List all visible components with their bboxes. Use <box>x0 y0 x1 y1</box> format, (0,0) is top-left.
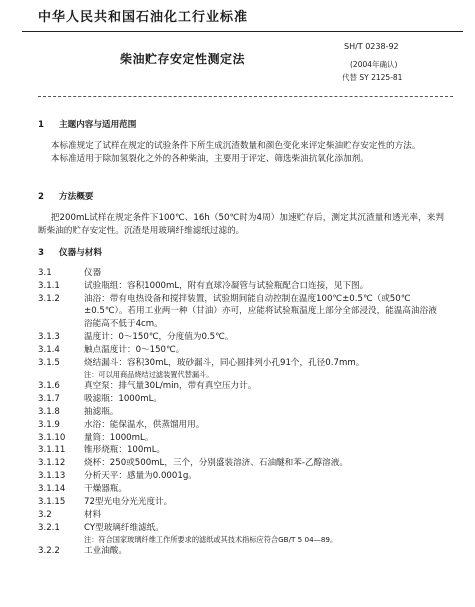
item-number: 3.1.6 <box>38 380 60 391</box>
title-divider <box>38 96 453 97</box>
list-item <box>38 457 444 470</box>
item-number: 3.1 <box>38 267 52 278</box>
item-number: 3.1.10 <box>38 432 66 443</box>
item-number: 3.1.5 <box>38 357 60 368</box>
paragraph: 把200mL试样在规定条件下100℃、16h（50℃时为4周）加速贮存后，测定其沉渣量和透光率，来判断柴油的贮存安定性。沉渣是用玻璃纤维滤纸过滤的。 <box>38 212 444 236</box>
document-title: 柴油贮存安定性测定法 <box>120 52 246 66</box>
item-text: 锥形烧瓶：100mL。 <box>84 445 166 456</box>
standard-code: SH/T 0238-92 <box>344 42 399 51</box>
section-heading <box>38 192 444 203</box>
header-rule <box>22 31 463 32</box>
list-item <box>38 293 444 332</box>
item-text: 烧结漏斗：容积30mL，玻砂漏斗，同心圆排列小孔91个，孔径0.7mm。 <box>84 357 365 368</box>
section-title: 方法概要 <box>59 192 94 202</box>
list-item <box>38 545 444 558</box>
item-text: 触点温度计：0～150℃。 <box>84 345 185 356</box>
item-text: 水浴：能保温水，供蒸馏用用。 <box>84 419 205 430</box>
item-text: 抽滤瓶。 <box>84 406 119 417</box>
section-number: 1 <box>38 120 44 130</box>
item-text: CY型玻璃纤维滤纸。 <box>84 522 164 533</box>
item-number: 3.1.3 <box>38 332 60 343</box>
list-item <box>38 393 444 406</box>
item-text: 真空泵：排气量30L/min，带有真空压力计。 <box>84 380 257 391</box>
item-text: 仪器 <box>84 267 102 278</box>
section-title: 仪器与材料 <box>59 248 102 258</box>
standard-title: 中华人民共和国石油化工行业标准 <box>38 10 249 25</box>
section-number: 2 <box>38 192 44 202</box>
subsection-heading <box>38 509 444 522</box>
section-heading <box>38 120 444 131</box>
item-text: 量筒：1000mL。 <box>84 432 154 443</box>
replaces-standard: 代替 SY 2125-81 <box>342 73 403 82</box>
list-item <box>38 522 444 535</box>
item-text: 试验瓶组：容积1000mL，附有直球冷凝管与试验瓶配合口连接，见下图。 <box>84 280 369 291</box>
subsection-heading <box>38 267 444 280</box>
section-number: 3 <box>38 248 44 258</box>
list-item <box>38 280 444 293</box>
item-text: 材料 <box>84 509 102 520</box>
item-number: 3.1.12 <box>38 458 66 469</box>
list-item <box>38 380 444 393</box>
item-note: 注：可以用商品烧结过滤装置代替漏斗。 <box>84 369 214 379</box>
item-note: 注：符合国家玻璃纤维工作所要求的滤纸或其技术指标应符合GB/T 5 04—89。 <box>84 534 338 544</box>
section-3 <box>38 248 444 558</box>
item-text: 温度计：0～150℃，分度值为0.5℃。 <box>84 332 234 343</box>
list-item <box>38 357 444 370</box>
item-number: 3.1.9 <box>38 419 60 430</box>
list-item <box>38 331 444 344</box>
item-text: 72型光电分光光度计。 <box>84 496 173 507</box>
item-text: 吸滤瓶：1000mL。 <box>84 393 162 404</box>
item-number: 3.1.15 <box>38 496 66 507</box>
section-2 <box>38 192 444 238</box>
paragraph: 本标准适用于除加氢裂化之外的各种柴油，主要用于评定、筛选柴油抗氧化添加剂。 <box>50 153 369 164</box>
item-number: 3.1.7 <box>38 393 60 404</box>
item-text: 分析天平：感量为0.0001g。 <box>84 471 197 482</box>
list-item <box>38 432 444 445</box>
list-item <box>38 483 444 496</box>
item-text: 油浴：带有电热设备和搅拌装置，试验期间能自动控制在温度100℃±0.5℃（或50℃±0.5℃）。若用工业两一种（甘油）亦可，应能将试验瓶温度上部分全部浸没，能温高油浴液浴能高不低于4cm。 <box>84 293 437 330</box>
item-text: 烧杯：250或500mL，三个，分别盛装溶济、石油醚和苯-乙醇溶液。 <box>84 458 348 469</box>
item-number: 3.2.1 <box>38 522 60 533</box>
item-number: 3.1.2 <box>38 293 60 304</box>
section-heading <box>38 248 444 259</box>
item-number: 3.1.13 <box>38 471 66 482</box>
item-number: 3.1.1 <box>38 280 60 291</box>
list-item <box>38 344 444 357</box>
item-number: 3.2.2 <box>38 545 60 556</box>
section-1 <box>38 120 444 166</box>
item-text: 干燥器瓶。 <box>84 484 127 495</box>
list-item <box>38 470 444 483</box>
item-number: 3.1.8 <box>38 406 60 417</box>
list-item <box>38 444 444 457</box>
item-number: 3.1.4 <box>38 345 60 356</box>
list-item <box>38 496 444 509</box>
item-number: 3.1.11 <box>38 445 66 456</box>
item-number: 3.2 <box>38 509 52 520</box>
confirmation-year: (2004年确认) <box>350 60 398 69</box>
list-item <box>38 419 444 432</box>
list-item <box>38 406 444 419</box>
section-title: 主题内容与适用范围 <box>59 120 137 130</box>
item-text: 工业油酸。 <box>84 545 127 556</box>
paragraph: 本标准规定了试样在规定的试验条件下所生成沉渣数量和颜色变化来评定柴油贮存安定性的方法。 <box>50 140 421 151</box>
item-number: 3.1.14 <box>38 484 66 495</box>
